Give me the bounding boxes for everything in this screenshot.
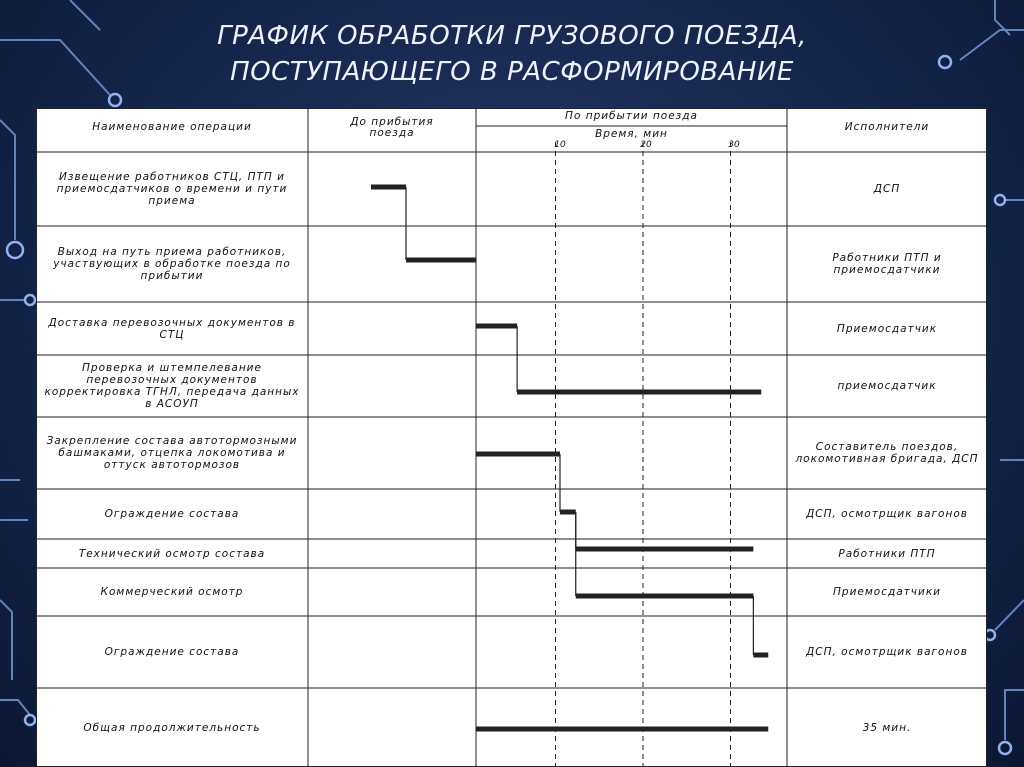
header-executors: Исполнители [844,121,930,133]
operation-cell: Проверка и штемпелевание перевозочных документов корректировка ТГНЛ, передача данных в АСОУП [44,362,300,410]
executor-cell: приемосдатчик [837,380,937,392]
executor-cell: Работники ПТП и приемосдатчики [832,252,942,276]
operation-cell: Общая продолжительность [83,721,261,734]
header-before-arrival [308,117,476,139]
slide-title [0,18,1024,90]
operation-cell: Ограждение состава [104,508,240,520]
operation-cell: Закрепление состава автотормозными башмаками, отцепка локомотива и оттуск автотормозов [46,435,298,471]
executor-cell: ДСП, осмотрщик вагонов [806,508,968,520]
executor-cell: Работники ПТП [838,547,936,560]
executor-cell: Приемосдатчик [836,322,938,335]
executor-cell: 35 мин. [862,721,912,734]
operation-cell: Коммерческий осмотр [100,586,244,598]
header-time: Время, мин [595,128,668,140]
header-before-line-1: До прибытия [350,116,434,128]
slide-title-line-2: ПОСТУПАЮЩЕГО В РАСФОРМИРОВАНИЕ [230,57,794,87]
operation-cell: Выход на путь приема работников, участвующих в обработке поезда по прибытии [53,246,291,282]
executor-cell: Составитель поездов, локомотивная бригада, ДСП [795,441,979,465]
header-after-arrival: По прибытии поезда [565,110,698,122]
operation-cell: Ограждение состава [104,646,240,658]
header-before-line-2: поезда [369,127,415,139]
tick-label-30: 30 [728,140,740,150]
slide-title-line-1: ГРАФИК ОБРАБОТКИ ГРУЗОВОГО ПОЕЗДА, [217,21,807,51]
operation-cell: Технический осмотр состава [78,547,266,560]
tick-label-10: 10 [554,140,566,150]
operation-cell: Извещение работников СТЦ, ПТП и приемосдатчиков о времени и пути приема [56,171,288,207]
operation-cell: Доставка перевозочных документов в СТЦ [48,316,296,341]
tick-label-20: 20 [640,140,652,150]
executor-cell: Приемосдатчики [833,586,941,598]
executor-cell: ДСП [873,183,901,195]
schedule-table [36,108,987,767]
header-operation: Наименование операции [92,121,252,133]
executor-cell: ДСП, осмотрщик вагонов [806,646,968,658]
